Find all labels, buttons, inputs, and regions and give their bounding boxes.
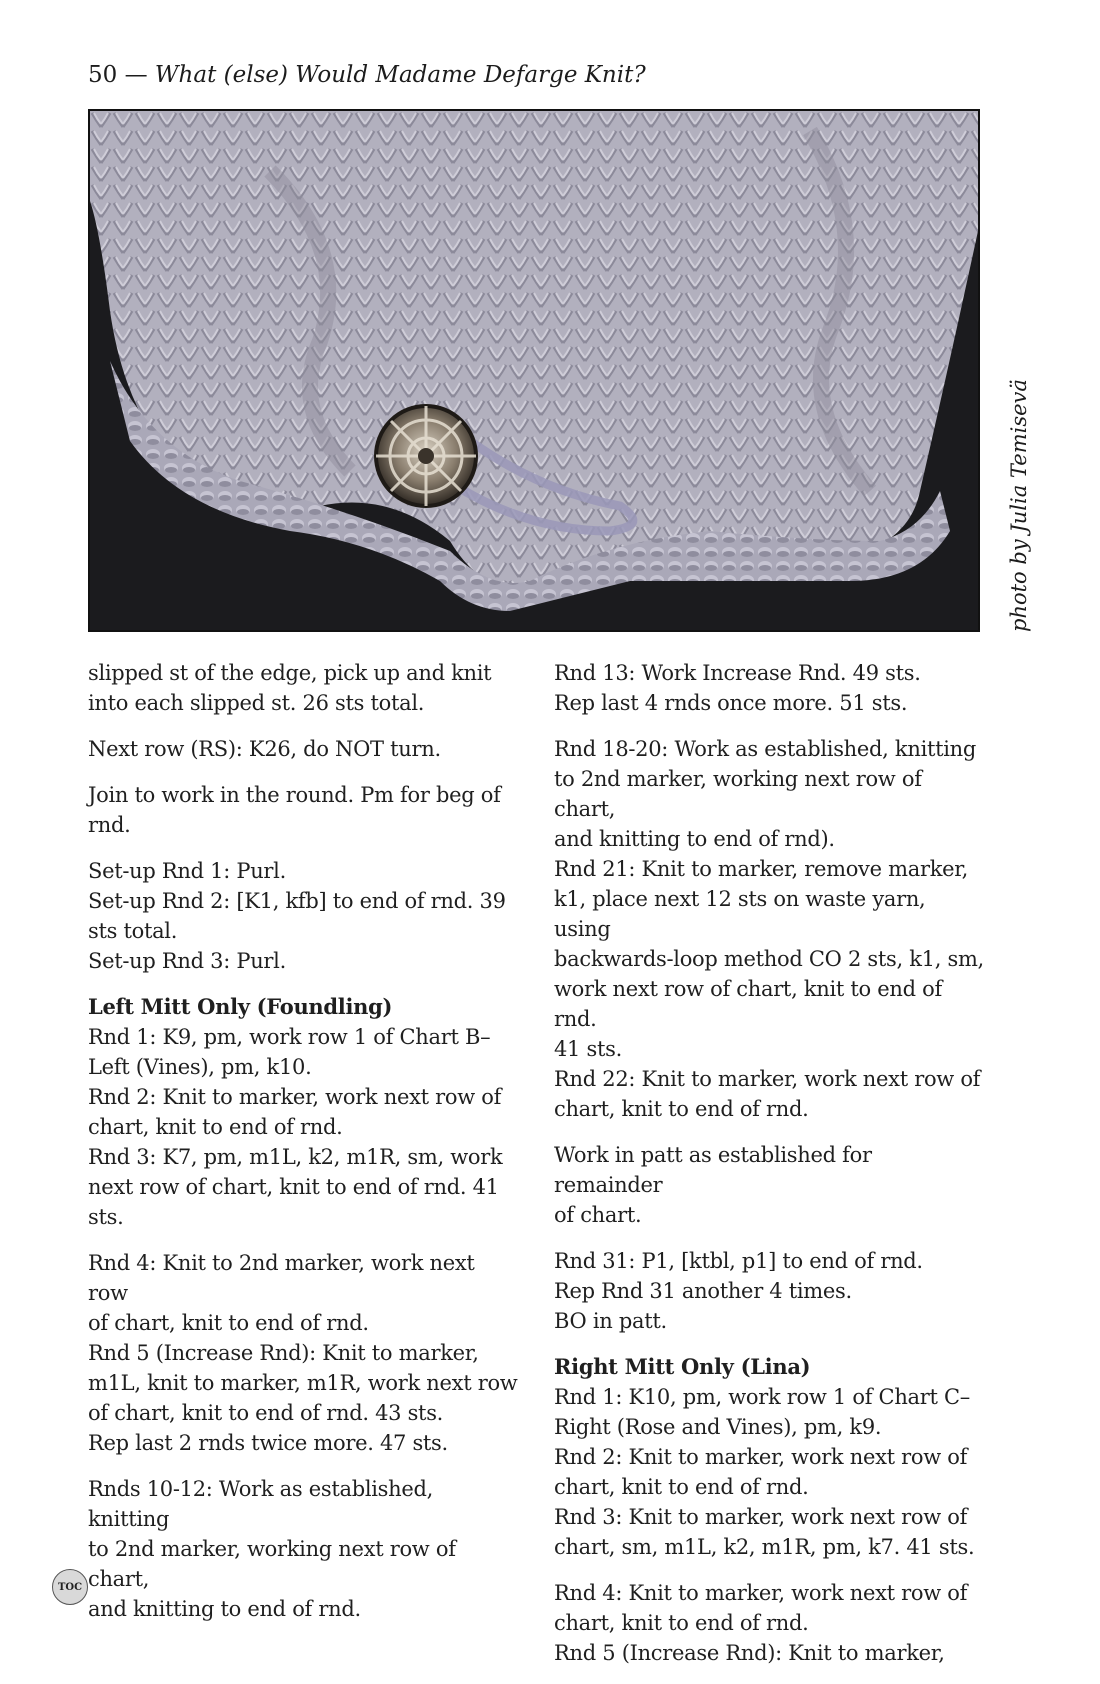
decorative-button-icon — [376, 406, 476, 506]
text-line: Rnd 2: Knit to marker, work next row of — [554, 1445, 968, 1469]
paragraph — [554, 658, 986, 718]
text-line: chart, knit to end of rnd. — [88, 1115, 343, 1139]
text-line: Rnd 2: Knit to marker, work next row of — [88, 1085, 502, 1109]
text-line: into each slipped st. 26 sts total. — [88, 691, 425, 715]
text-line: Work in patt as established for remainder — [554, 1143, 872, 1197]
paragraph — [88, 992, 520, 1232]
text-line: of chart, knit to end of rnd. 43 sts. — [88, 1401, 444, 1425]
left-mitt-heading: Left Mitt Only (Foundling) — [88, 994, 393, 1019]
text-line: Rnd 13: Work Increase Rnd. 49 sts. — [554, 661, 921, 685]
text-line: Rnd 1: K9, pm, work row 1 of Chart B– — [88, 1025, 491, 1049]
running-header — [88, 60, 1008, 90]
text-line: chart, knit to end of rnd. — [554, 1097, 809, 1121]
text-line: slipped st of the edge, pick up and knit — [88, 661, 492, 685]
right-mitt-heading: Right Mitt Only (Lina) — [554, 1354, 811, 1379]
text-line: backwards-loop method CO 2 sts, k1, sm, — [554, 947, 984, 971]
text-line: Rnd 5 (Increase Rnd): Knit to marker, — [88, 1341, 479, 1365]
text-line: of chart, knit to end of rnd. — [88, 1311, 369, 1335]
paragraph — [88, 780, 520, 840]
mitt-photo — [88, 109, 980, 632]
paragraph — [88, 856, 520, 976]
text-line: chart, sm, m1L, k2, m1R, pm, k7. 41 sts. — [554, 1535, 975, 1559]
text-line: and knitting to end of rnd. — [88, 1597, 361, 1621]
paragraph — [554, 1246, 986, 1336]
header-separator: — — [117, 62, 155, 88]
toc-button[interactable]: TOC — [52, 1569, 88, 1605]
text-line: Rnds 10-12: Work as established, knitting — [88, 1477, 434, 1531]
text-line: sts total. — [88, 919, 178, 943]
paragraph — [88, 1474, 520, 1624]
text-line: of chart. — [554, 1203, 642, 1227]
text-line: Rep last 2 rnds twice more. 47 sts. — [88, 1431, 448, 1455]
text-line: Rnd 18-20: Work as established, knitting — [554, 737, 977, 761]
paragraph — [88, 658, 520, 718]
right-column — [554, 658, 986, 1684]
photo-credit: photo by Julia Temisevä — [1007, 379, 1031, 632]
paragraph — [88, 1248, 520, 1458]
text-line: m1L, knit to marker, m1R, work next row — [88, 1371, 518, 1395]
text-line: rnd. — [88, 813, 131, 837]
text-line: sts. — [88, 1205, 124, 1229]
text-line: work next row of chart, knit to end of rnd. — [554, 977, 942, 1031]
text-line: BO in patt. — [554, 1309, 667, 1333]
text-line: Rnd 31: P1, [ktbl, p1] to end of rnd. — [554, 1249, 923, 1273]
text-line: Rep Rnd 31 another 4 times. — [554, 1279, 852, 1303]
text-line: Set-up Rnd 2: [K1, kfb] to end of rnd. 39 — [88, 889, 506, 913]
text-line: Rnd 3: K7, pm, m1L, k2, m1R, sm, work — [88, 1145, 503, 1169]
paragraph — [554, 1352, 986, 1562]
text-line: Rnd 3: Knit to marker, work next row of — [554, 1505, 968, 1529]
text-line: to 2nd marker, working next row of chart, — [554, 767, 922, 821]
text-line: Join to work in the round. Pm for beg of — [88, 783, 501, 807]
text-line: 41 sts. — [554, 1037, 622, 1061]
paragraph — [554, 1140, 986, 1230]
text-line: Set-up Rnd 1: Purl. — [88, 859, 286, 883]
paragraph — [554, 734, 986, 1124]
text-line: Rnd 22: Knit to marker, work next row of — [554, 1067, 981, 1091]
page-number: 50 — [88, 62, 118, 88]
text-line: Rep last 4 rnds once more. 51 sts. — [554, 691, 908, 715]
text-line: Next row (RS): K26, do NOT turn. — [88, 737, 441, 761]
text-line: Rnd 21: Knit to marker, remove marker, — [554, 857, 969, 881]
text-line: Rnd 4: Knit to marker, work next row of — [554, 1581, 968, 1605]
text-line: to 2nd marker, working next row of chart, — [88, 1537, 456, 1591]
text-line: k1, place next 12 sts on waste yarn, using — [554, 887, 926, 941]
text-line: Set-up Rnd 3: Purl. — [88, 949, 286, 973]
text-line: Rnd 1: K10, pm, work row 1 of Chart C– — [554, 1385, 970, 1409]
mitt-photo-illustration — [90, 111, 978, 630]
text-line: Right (Rose and Vines), pm, k9. — [554, 1415, 882, 1439]
paragraph — [88, 734, 520, 764]
text-line: Left (Vines), pm, k10. — [88, 1055, 312, 1079]
text-line: chart, knit to end of rnd. — [554, 1475, 809, 1499]
text-line: Rnd 5 (Increase Rnd): Knit to marker, — [554, 1641, 945, 1665]
left-column — [88, 658, 520, 1640]
text-line: Rnd 4: Knit to 2nd marker, work next row — [88, 1251, 475, 1305]
text-line: and knitting to end of rnd). — [554, 827, 835, 851]
paragraph — [554, 1578, 986, 1668]
book-title: What (else) Would Madame Defarge Knit? — [154, 62, 646, 88]
text-line: chart, knit to end of rnd. — [554, 1611, 809, 1635]
text-line: next row of chart, knit to end of rnd. 41 — [88, 1175, 499, 1199]
